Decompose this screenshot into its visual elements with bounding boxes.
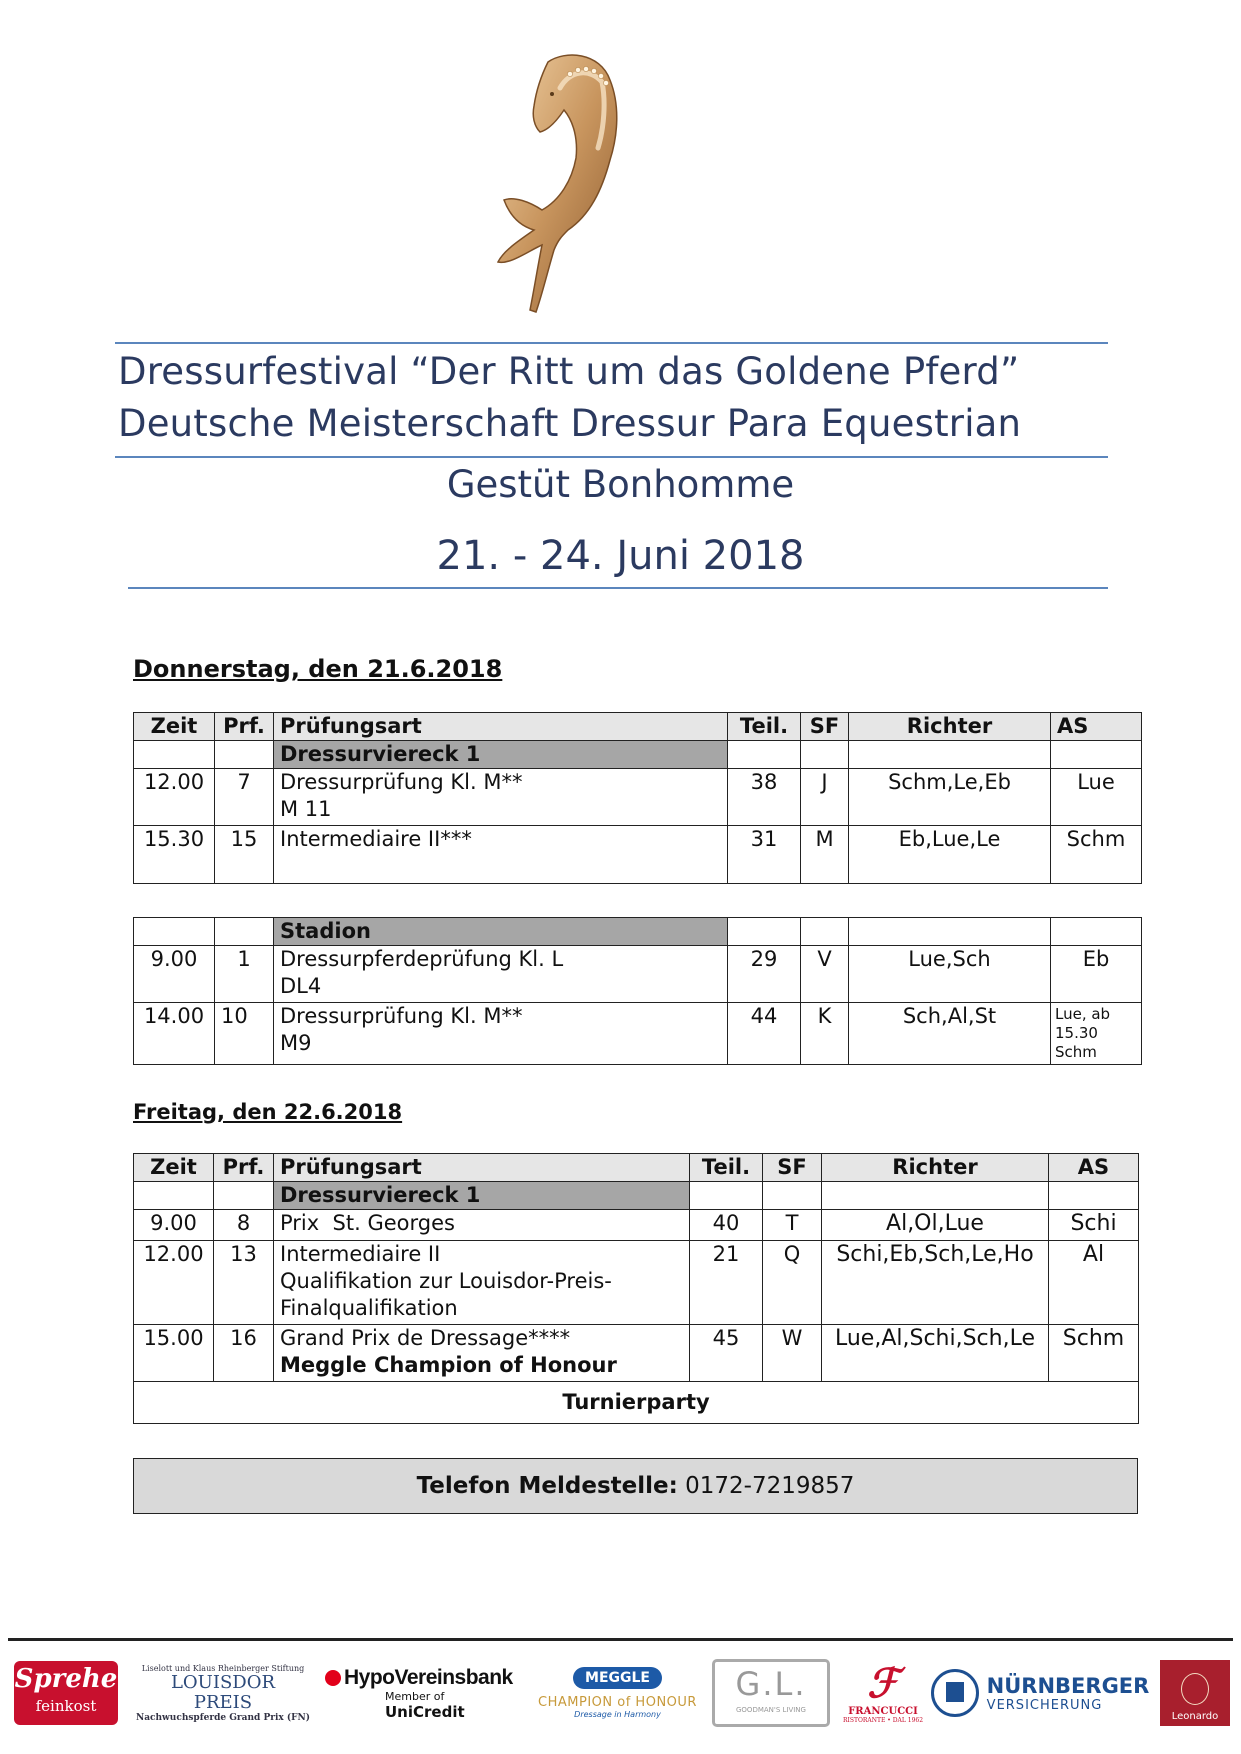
col-header-as: AS	[1051, 713, 1142, 741]
cell-zeit: 14.00	[134, 1003, 215, 1065]
hypo-name: HypoVereinsbank	[344, 1665, 513, 1689]
francucci-icon: ℱ	[867, 1660, 899, 1707]
col-header-richter: Richter	[849, 713, 1051, 741]
cell-richter: Al,Ol,Lue	[822, 1210, 1049, 1241]
header-rule-bottom	[128, 587, 1108, 589]
cell-teil: 21	[690, 1241, 763, 1325]
sponsor-nuernberger-logo	[930, 1648, 1150, 1738]
cell-zeit: 9.00	[134, 1210, 214, 1241]
event-note: Qualifikation zur Louisdor-Preis-	[280, 1269, 612, 1293]
cell-richter: Lue,Sch	[849, 946, 1051, 1003]
nuernberger-castle-icon	[931, 1669, 979, 1717]
cell-sf: V	[801, 946, 849, 1003]
cell-as: Schm	[1049, 1325, 1139, 1382]
col-header-as: AS	[1049, 1154, 1139, 1182]
cell-richter: Schm,Le,Eb	[849, 769, 1051, 826]
golden-horse-logo	[490, 50, 660, 315]
table-header-row	[134, 713, 1142, 741]
cell-zeit: 12.00	[134, 1241, 214, 1325]
meggle-sub: Dressage in Harmony	[574, 1710, 661, 1719]
sponsor-francucci-logo	[838, 1648, 928, 1738]
cell-prf: 8	[214, 1210, 274, 1241]
footer-rule	[8, 1638, 1233, 1641]
cell-as: Lue	[1051, 769, 1142, 826]
location-label: Stadion	[274, 918, 728, 946]
louisdor-sub: Nachwuchspferde Grand Prix (FN)	[135, 1712, 311, 1723]
col-header-sf: SF	[763, 1154, 822, 1182]
location-row	[134, 918, 1142, 946]
event-note: Finalqualifikation	[280, 1296, 458, 1320]
col-header-teil: Teil.	[728, 713, 801, 741]
cell-richter: Lue,Al,Schi,Sch,Le	[822, 1325, 1049, 1382]
leonardo-figure-icon	[1181, 1673, 1209, 1705]
cell-teil: 45	[690, 1325, 763, 1382]
table-row	[134, 826, 1142, 884]
col-header-pruefungsart: Prüfungsart	[274, 713, 728, 741]
col-header-sf: SF	[801, 713, 849, 741]
cell-richter: Schi,Eb,Sch,Le,Ho	[822, 1241, 1049, 1325]
day-heading-friday: Freitag, den 22.6.2018	[133, 1100, 403, 1124]
party-row	[134, 1382, 1139, 1424]
col-header-pruefungsart: Prüfungsart	[274, 1154, 690, 1182]
contact-phone: 0172-7219857	[685, 1473, 855, 1499]
sponsor-leonardo-logo	[1155, 1648, 1235, 1738]
event-dates: 21. - 24. Juni 2018	[436, 533, 805, 579]
cell-teil: 29	[728, 946, 801, 1003]
cell-zeit: 15.30	[134, 826, 215, 884]
cell-sf: M	[801, 826, 849, 884]
location-row	[134, 1182, 1139, 1210]
hypo-sub: UniCredit	[385, 1702, 465, 1721]
col-header-prf: Prf.	[215, 713, 274, 741]
cell-pruefungsart	[274, 1241, 690, 1325]
sponsor-meggle-logo	[530, 1648, 705, 1738]
sponsor-sprehe-logo	[12, 1648, 120, 1738]
cell-pruefungsart	[274, 1325, 690, 1382]
sprehe-sub: feinkost	[35, 1697, 97, 1715]
col-header-teil: Teil.	[690, 1154, 763, 1182]
cell-as: Al	[1049, 1241, 1139, 1325]
cell-teil: 31	[728, 826, 801, 884]
schedule-table-friday	[133, 1153, 1139, 1424]
leonardo-name: Leonardo	[1171, 1711, 1219, 1722]
col-header-richter: Richter	[822, 1154, 1049, 1182]
col-header-prf: Prf.	[214, 1154, 274, 1182]
francucci-name: FRANCUCCI	[848, 1706, 918, 1717]
cell-pruefungsart: Prix St. Georges	[274, 1210, 690, 1241]
header-rule-middle	[115, 456, 1108, 458]
event-sponsor-title: Meggle Champion of Honour	[280, 1353, 617, 1377]
day-heading-thursday: Donnerstag, den 21.6.2018	[133, 655, 503, 683]
cell-as: Schm	[1051, 826, 1142, 884]
cell-prf: 1	[215, 946, 274, 1003]
louisdor-top: Liselott und Klaus Rheinberger Stiftung	[141, 1663, 305, 1673]
sponsor-gl-logo	[712, 1648, 830, 1738]
sprehe-name: Sprehe	[14, 1664, 118, 1694]
table-row	[134, 1241, 1139, 1325]
louisdor-name1: LOUISDOR	[170, 1671, 276, 1693]
sponsor-hypovereinsbank-logo	[325, 1648, 520, 1738]
contact-label: Telefon Meldestelle:	[416, 1473, 678, 1499]
schedule-table-thursday-dressurviereck	[133, 712, 1142, 884]
cell-pruefungsart	[274, 1003, 728, 1065]
cell-prf: 16	[214, 1325, 274, 1382]
as-line: Lue, ab	[1055, 1005, 1111, 1023]
cell-richter: Sch,Al,St	[849, 1003, 1051, 1065]
event-code: M 11	[280, 797, 332, 821]
gl-name: G.L.	[735, 1665, 807, 1703]
table-row	[134, 769, 1142, 826]
cell-zeit: 9.00	[134, 946, 215, 1003]
meggle-name: MEGGLE	[573, 1667, 662, 1689]
cell-teil: 38	[728, 769, 801, 826]
event-name: Dressurpferdeprüfung Kl. L	[280, 947, 564, 971]
cell-teil: 44	[728, 1003, 801, 1065]
event-code: M9	[280, 1031, 312, 1055]
table-header-row	[134, 1154, 1139, 1182]
col-header-zeit: Zeit	[134, 713, 215, 741]
location-row	[134, 741, 1142, 769]
gl-sub: GOODMAN'S LIVING	[736, 1706, 806, 1714]
cell-prf: 7	[215, 769, 274, 826]
as-line: 15.30	[1055, 1024, 1098, 1042]
col-header-zeit: Zeit	[134, 1154, 214, 1182]
table-row	[134, 946, 1142, 1003]
event-name: Intermediaire II	[280, 1242, 441, 1266]
hypo-icon	[325, 1670, 341, 1686]
party-label: Turnierparty	[134, 1382, 1139, 1424]
cell-sf: J	[801, 769, 849, 826]
event-name: Grand Prix de Dressage****	[280, 1326, 571, 1350]
hypo-sub-prefix: Member of	[385, 1689, 445, 1703]
louisdor-name2: PREIS	[193, 1691, 253, 1713]
cell-prf: 15	[215, 826, 274, 884]
location-label: Dressurviereck 1	[274, 1182, 690, 1210]
event-title: Dressurfestival “Der Ritt um das Goldene Pferd”	[118, 350, 1020, 393]
sponsor-louisdor-logo	[128, 1648, 318, 1738]
table-row	[134, 1325, 1139, 1382]
cell-as: Eb	[1051, 946, 1142, 1003]
cell-as	[1051, 1003, 1142, 1065]
cell-richter: Eb,Lue,Le	[849, 826, 1051, 884]
schedule-table-thursday-stadion	[133, 917, 1142, 1065]
cell-sf: K	[801, 1003, 849, 1065]
francucci-sub: RISTORANTE • DAL 1962	[842, 1717, 924, 1724]
cell-pruefungsart: Intermediaire II***	[274, 826, 728, 884]
as-line: Schm	[1055, 1043, 1097, 1061]
cell-pruefungsart	[274, 946, 728, 1003]
event-code: DL4	[280, 974, 322, 998]
cell-zeit: 15.00	[134, 1325, 214, 1382]
location-label: Dressurviereck 1	[274, 741, 728, 769]
meggle-line: CHAMPION of HONOUR	[538, 1695, 697, 1710]
cell-as: Schi	[1049, 1210, 1139, 1241]
nuernberger-name: NÜRNBERGER	[986, 1673, 1150, 1698]
venue: Gestüt Bonhomme	[446, 463, 795, 506]
cell-teil: 40	[690, 1210, 763, 1241]
cell-sf: Q	[763, 1241, 822, 1325]
cell-sf: T	[763, 1210, 822, 1241]
nuernberger-sub: VERSICHERUNG	[986, 1697, 1103, 1713]
event-name: Dressurprüfung Kl. M**	[280, 770, 523, 794]
contact-box	[133, 1458, 1138, 1514]
cell-prf: 10	[215, 1003, 274, 1065]
table-row	[134, 1210, 1139, 1241]
event-subtitle: Deutsche Meisterschaft Dressur Para Equestrian	[118, 402, 1022, 445]
event-name: Dressurprüfung Kl. M**	[280, 1004, 523, 1028]
cell-prf: 13	[214, 1241, 274, 1325]
cell-pruefungsart	[274, 769, 728, 826]
header-rule-top	[115, 342, 1108, 344]
cell-sf: W	[763, 1325, 822, 1382]
table-row	[134, 1003, 1142, 1065]
cell-zeit: 12.00	[134, 769, 215, 826]
